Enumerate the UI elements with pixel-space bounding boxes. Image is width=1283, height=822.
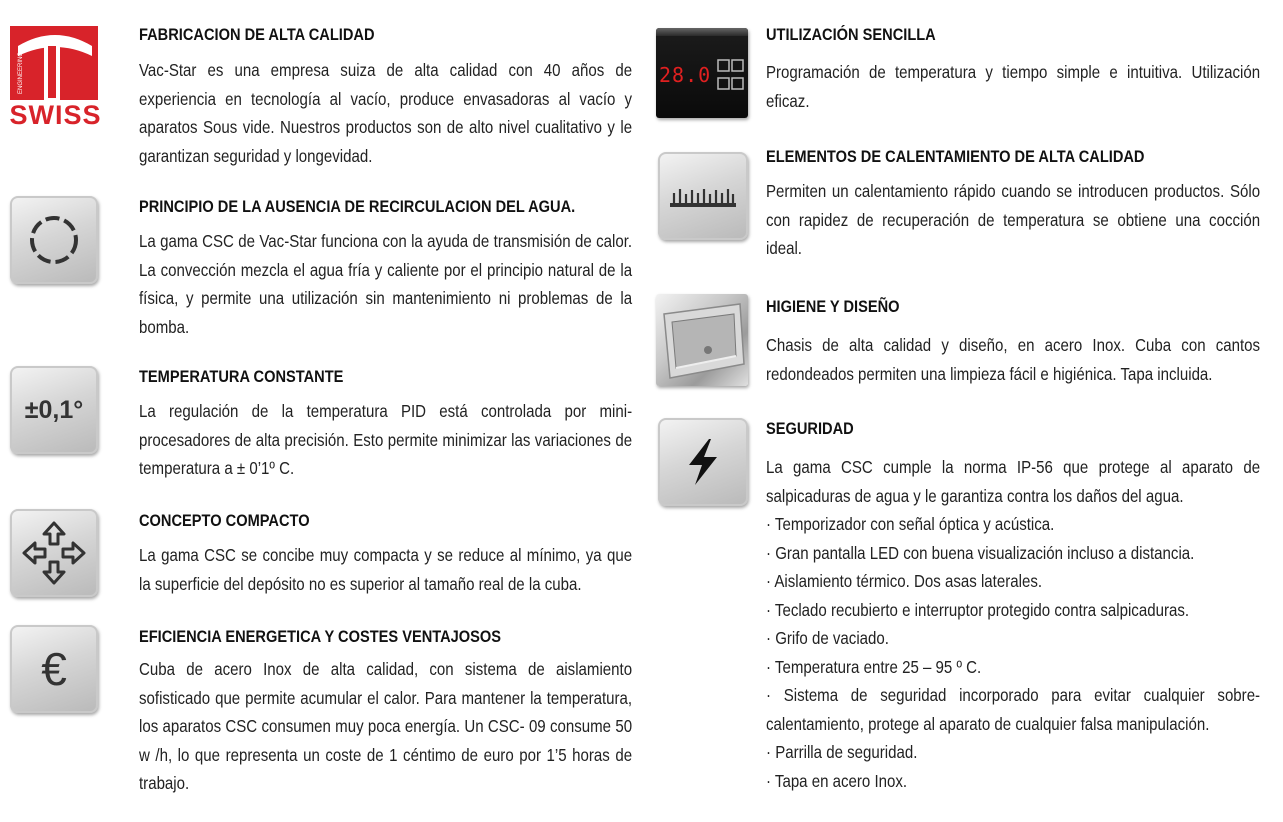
compact-arrows-icon bbox=[10, 509, 98, 597]
feature-title: TEMPERATURA CONSTANTE bbox=[139, 367, 344, 386]
temperature-precision-icon bbox=[10, 366, 98, 454]
temperature-icon-label: ±0,1° bbox=[24, 395, 84, 424]
list-item: · Temperatura entre 25 – 95 º C. bbox=[766, 656, 982, 677]
feature-description: La gama CSC cumple la norma IP-56 que protege al aparato de salpicaduras de agua y le garantiza contra los daños del agua. bbox=[766, 457, 1261, 506]
feature-description: Permiten un calentamiento rápido cuando se introducen productos. Sólo con rapidez de recuperación de temperatura se obtiene una cocción ideal. bbox=[766, 181, 1261, 258]
list-item: · Parrilla de seguridad. bbox=[766, 742, 918, 762]
feature-description: Programación de temperatura y tiempo simple e intuitiva. Utilización eficaz. bbox=[766, 62, 1261, 111]
swiss-logo-emblem bbox=[8, 26, 103, 104]
feature-title: UTILIZACIÓN SENCILLA bbox=[766, 25, 936, 44]
feature-description: Cuba de acero Inox de alta calidad, con sistema de aislamiento sofisticado que permite acumular el calor. Para mantener la temperatura, los aparatos CSC consumen muy poca energía. Un CSC- 09 consume 50 w /h, lo que representa un coste de 1 céntimo de euro por 1’5 horas de trabajo. bbox=[139, 659, 633, 793]
swiss-engineering-logo bbox=[8, 26, 103, 128]
list-item: · Aislamiento térmico. Dos asas laterales. bbox=[766, 571, 1043, 591]
safety-feature-list bbox=[766, 510, 1260, 795]
list-item: · Teclado recubierto e interruptor protegido contra salpicaduras. bbox=[766, 599, 1190, 620]
panel-buttons-icon bbox=[716, 58, 746, 94]
list-item: · Tapa en acero Inox. bbox=[766, 770, 908, 791]
heating-elements-icon bbox=[658, 152, 748, 240]
control-panel-display-photo bbox=[656, 28, 748, 118]
feature-title: SEGURIDAD bbox=[766, 419, 854, 438]
feature-title: FABRICACION DE ALTA CALIDAD bbox=[139, 25, 375, 44]
euro-icon bbox=[10, 625, 98, 713]
feature-description: Chasis de alta calidad y diseño, en acero Inox. Cuba con cantos redondeados permiten una limpieza fácil e higiénica. Tapa incluida. bbox=[766, 335, 1261, 384]
feature-description: Vac-Star es una empresa suiza de alta calidad con 40 años de experiencia en tecnología al vacío, produce envasadoras al vacío y aparatos Sous vide. Nuestros productos son de alto nivel cualitativo y le garantizan seguridad y longevidad. bbox=[139, 60, 633, 166]
lightning-bolt-icon bbox=[658, 418, 748, 506]
feature-description: La gama CSC de Vac-Star funciona con la ayuda de transmisión de calor. La convección mezcla el agua fría y caliente por el principio natural de la física, y permite una utilización sin mantenimiento ni problemas de la bomba. bbox=[139, 231, 633, 337]
feature-title: ELEMENTOS DE CALENTAMIENTO DE ALTA CALIDAD bbox=[766, 147, 1145, 166]
list-item: · Temporizador con señal óptica y acústica. bbox=[766, 514, 1055, 534]
led-display-readout: 28.0 bbox=[659, 63, 712, 87]
feature-description: La regulación de la temperatura PID está controlada por mini-procesadores de alta precisión. Esto permite minimizar las variaciones de temperatura a ± 0’1º C. bbox=[139, 401, 633, 478]
list-item: · Sistema de seguridad incorporado para evitar cualquier sobre-calentamiento, protege al aparato de cualquier falsa manipulación. bbox=[766, 685, 1261, 734]
feature-title: PRINCIPIO DE LA AUSENCIA DE RECIRCULACION DEL AGUA. bbox=[139, 197, 576, 216]
feature-title: HIGIENE Y DISEÑO bbox=[766, 297, 900, 316]
circulation-circle-icon bbox=[10, 196, 98, 284]
feature-description: La gama CSC se concibe muy compacta y se reduce al mínimo, ya que la superficie del depósito no es superior al tamaño real de la cuba. bbox=[139, 545, 633, 594]
list-item: · Gran pantalla LED con buena visualización incluso a distancia. bbox=[766, 542, 1195, 563]
stainless-tank-photo bbox=[656, 294, 748, 386]
feature-title: CONCEPTO COMPACTO bbox=[139, 511, 310, 530]
svg-text:ENGINEERING: ENGINEERING bbox=[18, 51, 24, 94]
euro-icon-symbol: € bbox=[41, 643, 67, 695]
feature-title: EFICIENCIA ENERGETICA Y COSTES VENTAJOSOS bbox=[139, 627, 502, 646]
list-item: · Grifo de vaciado. bbox=[766, 628, 889, 648]
swiss-logo-text: SWISS bbox=[9, 100, 102, 130]
